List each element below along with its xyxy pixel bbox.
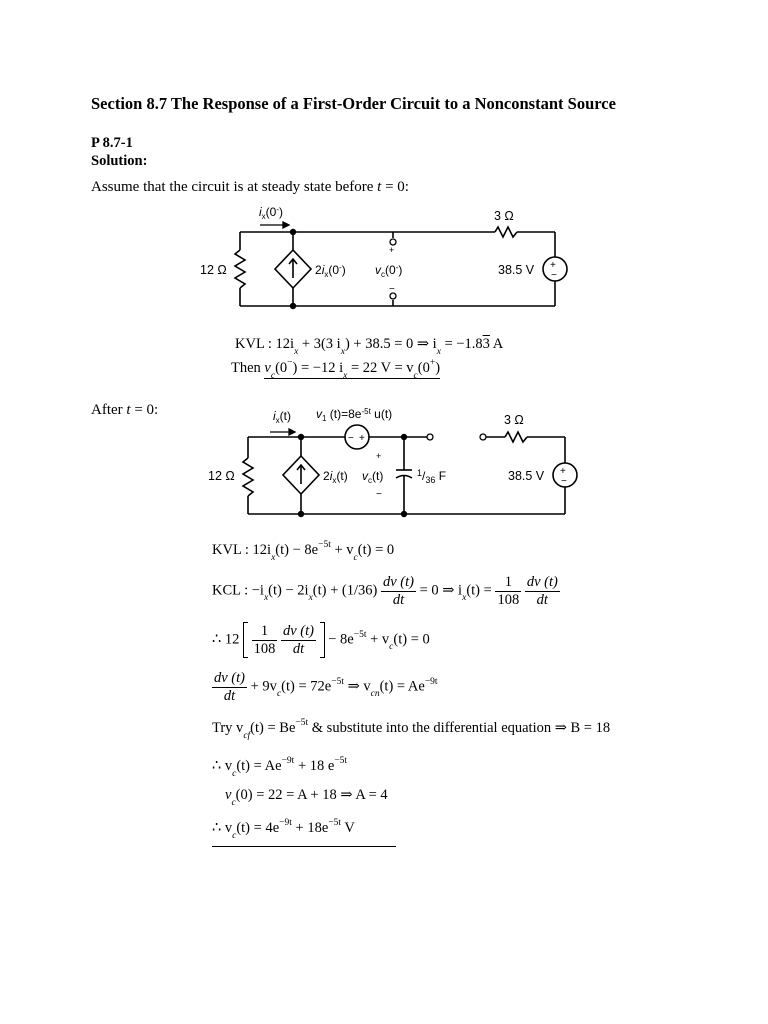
- eq-kcl: KCL : $-i_x(t) - 2i_x(t) + (1/36)$ $\frac{dv (t)}{dt}$ = 0 ⇒ $i_x(t)$ = $\frac{1}{108}$ $\frac{dv (t)}{dt}$: [212, 574, 558, 608]
- c2-v1-label: $v_1$ $(t)=8e^{-5t}$ u(t): [316, 407, 393, 423]
- c1-source-plus: +: [550, 260, 556, 271]
- c2-left-resistor-label: 12 Ω: [208, 469, 235, 483]
- c1-source-label: 38.5 V: [498, 263, 535, 277]
- c2-dependent-source-label: $2i_x(t)$: [323, 469, 348, 485]
- c2-source-minus: −: [561, 476, 567, 487]
- assume-t: t: [377, 179, 382, 195]
- c1-ix-label: $i_x(0^-)$: [259, 205, 284, 221]
- c1-vc-plus: +: [389, 245, 395, 255]
- eq-initial-condition: $v_c(0) = 22 = A + 18$ ⇒ A = 4: [225, 787, 388, 808]
- c1-source-minus: −: [551, 270, 557, 281]
- section-title: Section 8.7 The Response of a First-Order Circuit to a Nonconstant Source: [91, 94, 616, 113]
- assume-tail: = 0:: [381, 179, 409, 195]
- c2-vc-minus: −: [376, 489, 382, 500]
- c2-vc-plus: +: [376, 451, 382, 461]
- eq-kvl-after: KVL : $12i_x(t) - 8e^{-5t} + v_c(t) = 0$: [212, 540, 395, 563]
- eq-therefore-substitute: ∴ 12 $\frac{1}{108}$ $\frac{dv (t)}{dt}$ − $8e^{-5t} + v_c(t) = 0$: [212, 622, 430, 657]
- c1-vc-label: $v_c(0^-)$: [375, 263, 403, 279]
- c1-vc-minus: −: [389, 284, 395, 295]
- c2-source-label: 38.5 V: [508, 469, 545, 483]
- eq-then-vc: Then $v_c(0^-) = -12$ $i_x = 22$ $V = v_c(0^+)$: [231, 358, 441, 381]
- solution-label: Solution:: [91, 153, 148, 169]
- circuit-diagram-after: [205, 400, 590, 522]
- c1-left-resistor-label: 12 Ω: [200, 263, 227, 277]
- assume-text: Assume that the circuit is at steady state before: [91, 179, 374, 195]
- c2-source-plus: +: [560, 466, 566, 477]
- c2-v1-minus: −: [348, 433, 354, 444]
- assume-statement: [91, 179, 409, 196]
- c2-right-resistor-label: 3 Ω: [504, 413, 524, 427]
- c2-ix-label: $i_x(t)$: [273, 409, 291, 425]
- c2-vc-label: $v_c(t)$: [362, 469, 384, 485]
- eq-try-forced: Try $v_{cf}(t) = Be^{-5t}$ & substitute into the differential equation ⇒ B = 18: [212, 718, 611, 741]
- final-result-underline: [212, 846, 396, 847]
- problem-id: P 8.7-1: [91, 135, 133, 151]
- c2-v1-plus: +: [359, 433, 365, 444]
- eq-differential: $\frac{dv (t)}{dt}$ + $9v_c(t) = 72e^{-5t}$ ⇒ $v_{cn}(t) = Ae^{-9t}$: [214, 670, 438, 704]
- eq-final-result: ∴ $v_c(t) = 4e^{-9t} + 18e^{-5t}$ V: [212, 818, 355, 841]
- c1-dependent-source-label: $2i_x(0^-)$: [315, 263, 346, 279]
- c2-capacitor-label: $^1/_{36}$ F: [417, 468, 447, 485]
- c1-right-resistor-label: 3 Ω: [494, 209, 514, 223]
- circuit-diagram-before: [195, 200, 585, 320]
- eq-kvl-steady: KVL : $12i_x + 3(3$ $i_x) + 38.5 = 0$ ⇒ $i_x = -1.83$ A: [235, 336, 504, 357]
- after-statement: After t = 0:: [91, 402, 159, 418]
- eq-vc-general: ∴ $v_c(t) = Ae^{-9t} + 18$ $e^{-5t}$: [212, 756, 348, 779]
